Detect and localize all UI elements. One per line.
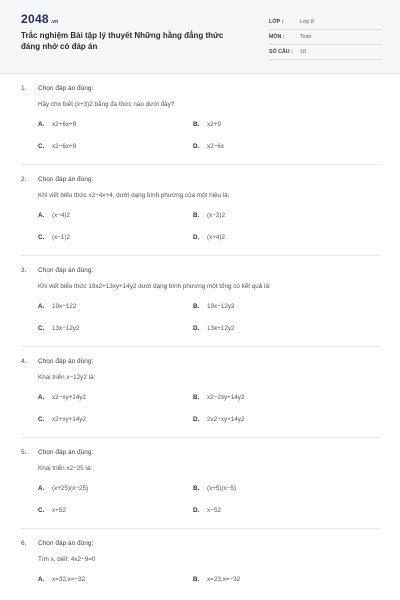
question-heading	[21, 538, 380, 549]
question-instruction: Chọn đáp án đúng:	[38, 358, 94, 365]
option-text: (x+4)2	[207, 234, 226, 241]
option-text: (x−2)2	[207, 212, 226, 219]
question-3	[21, 256, 380, 347]
question-instruction: Chọn đáp án đúng:	[38, 449, 94, 456]
question-prompt: Khai triển x2−25 là:	[38, 465, 93, 472]
option-text: x+52	[52, 507, 66, 514]
option-text: x2+9	[207, 121, 221, 128]
option-letter: B.	[193, 212, 200, 219]
answer-option-a[interactable]	[21, 575, 193, 584]
question-heading	[21, 447, 380, 458]
option-text: (x−1)2	[52, 234, 71, 241]
question-heading	[21, 356, 380, 367]
option-text: (x+25)(x−25)	[52, 485, 89, 492]
site-logo[interactable]	[21, 12, 241, 26]
option-text: x=32;x=−32	[52, 576, 86, 583]
answer-option-c[interactable]	[21, 415, 193, 424]
option-letter: B.	[193, 576, 200, 583]
question-4	[21, 347, 380, 438]
answer-option-b[interactable]	[193, 302, 365, 311]
answer-option-c[interactable]	[21, 142, 193, 151]
answer-option-c[interactable]	[21, 233, 193, 242]
option-letter: C.	[38, 234, 45, 241]
answer-option-a[interactable]	[21, 211, 193, 220]
option-letter: D.	[193, 325, 200, 332]
meta-value: 10	[300, 49, 306, 55]
option-text: x2+6x+9	[52, 121, 77, 128]
meta-value: Lớp 8	[300, 19, 314, 25]
question-instruction: Chọn đáp án đúng:	[38, 540, 94, 547]
option-letter: B.	[193, 303, 200, 310]
answer-option-d[interactable]	[193, 142, 365, 151]
option-letter: B.	[193, 485, 200, 492]
option-text: x2−6x+9	[52, 143, 77, 150]
answer-options	[21, 120, 380, 151]
option-text: 19x−122	[52, 303, 77, 310]
page-title: Trắc nghiệm Bài tập lý thuyết Những hằng đẳng thức đáng nhớ có đáp án	[21, 31, 224, 51]
option-text: x=23;x=−32	[207, 576, 241, 583]
answer-option-a[interactable]	[21, 302, 193, 311]
option-letter: D.	[193, 507, 200, 514]
question-number: 1.	[21, 85, 27, 92]
option-text: 19x−12y2	[207, 303, 235, 310]
question-instruction: Chọn đáp án đúng:	[38, 267, 94, 274]
question-prompt: Khi viết biểu thức x2−4x+4, dưới dạng bình phương của một hiệu là:	[38, 192, 230, 199]
answer-option-b[interactable]	[193, 393, 365, 402]
logo-domain-text: .vn	[50, 19, 59, 25]
option-text: x2+xy+14y2	[52, 416, 86, 423]
answer-option-b[interactable]	[193, 575, 365, 584]
answer-option-c[interactable]	[21, 506, 193, 515]
question-1	[21, 74, 380, 165]
option-text: x2−xy+14y2	[52, 394, 86, 401]
answer-option-b[interactable]	[193, 120, 365, 129]
option-letter: C.	[38, 507, 45, 514]
meta-label: MÔN :	[269, 34, 285, 40]
question-instruction: Chọn đáp án đúng:	[38, 176, 94, 183]
option-letter: D.	[193, 143, 200, 150]
answer-option-c[interactable]	[21, 324, 193, 333]
answer-option-b[interactable]	[193, 484, 365, 493]
option-letter: A.	[38, 212, 45, 219]
answer-options	[21, 393, 380, 424]
option-letter: A.	[38, 485, 45, 492]
question-heading	[21, 83, 380, 94]
option-letter: C.	[38, 416, 45, 423]
meta-label: LỚP :	[269, 19, 284, 25]
question-number: 2.	[21, 176, 27, 183]
option-letter: C.	[38, 325, 45, 332]
answer-options	[21, 575, 380, 584]
option-letter: A.	[38, 121, 45, 128]
meta-value: Toán	[300, 34, 312, 40]
question-heading	[21, 174, 380, 185]
option-text: (x−4)2	[52, 212, 71, 219]
meta-row-count	[269, 45, 382, 60]
question-number: 5.	[21, 449, 27, 456]
meta-row-subject	[269, 30, 382, 45]
question-2	[21, 165, 380, 256]
option-letter: A.	[38, 394, 45, 401]
answer-option-d[interactable]	[193, 233, 365, 242]
answer-option-d[interactable]	[193, 506, 365, 515]
answer-option-a[interactable]	[21, 484, 193, 493]
quiz-meta	[269, 15, 382, 73]
answer-option-a[interactable]	[21, 393, 193, 402]
meta-row-grade	[269, 15, 382, 30]
option-letter: D.	[193, 234, 200, 241]
question-prompt: Khai triển x−12y2 là:	[38, 374, 96, 381]
option-text: 13x−12y2	[52, 325, 80, 332]
option-text: 13x+12y2	[207, 325, 235, 332]
option-text: 2x2−xy+14y2	[207, 416, 245, 423]
answer-option-d[interactable]	[193, 415, 365, 424]
option-text: (x+5)(x−5)	[207, 485, 237, 492]
question-6	[21, 529, 380, 600]
question-number: 4.	[21, 358, 27, 365]
question-instruction: Chọn đáp án đúng:	[38, 85, 94, 92]
option-letter: B.	[193, 394, 200, 401]
header-left	[21, 12, 241, 73]
question-number: 6.	[21, 540, 27, 547]
answer-options	[21, 302, 380, 333]
answer-option-b[interactable]	[193, 211, 365, 220]
question-list	[0, 74, 400, 600]
answer-option-d[interactable]	[193, 324, 365, 333]
question-number: 3.	[21, 267, 27, 274]
meta-label: SỐ CÂU :	[269, 49, 293, 55]
logo-main-text: 2048	[21, 12, 49, 26]
question-prompt: Hãy cho biết (x+3)2 bằng đa thức nào dưới đây?	[38, 101, 175, 108]
answer-option-a[interactable]	[21, 120, 193, 129]
answer-options	[21, 484, 380, 515]
option-text: x2−2xy+14y2	[207, 394, 245, 401]
option-text: x−52	[207, 507, 221, 514]
question-prompt: Khi viết biểu thức 19x2+13xy+14y2 dưới dạng bình phương một tổng có kết quả là:	[38, 283, 271, 290]
page-header	[0, 0, 400, 74]
option-letter: A.	[38, 303, 45, 310]
question-5	[21, 438, 380, 529]
option-letter: D.	[193, 416, 200, 423]
option-letter: A.	[38, 576, 45, 583]
option-text: x2−6x	[207, 143, 224, 150]
question-heading	[21, 265, 380, 276]
option-letter: C.	[38, 143, 45, 150]
question-prompt: Tìm x, biết: 4x2−9=0	[38, 556, 96, 563]
option-letter: B.	[193, 121, 200, 128]
answer-options	[21, 211, 380, 242]
